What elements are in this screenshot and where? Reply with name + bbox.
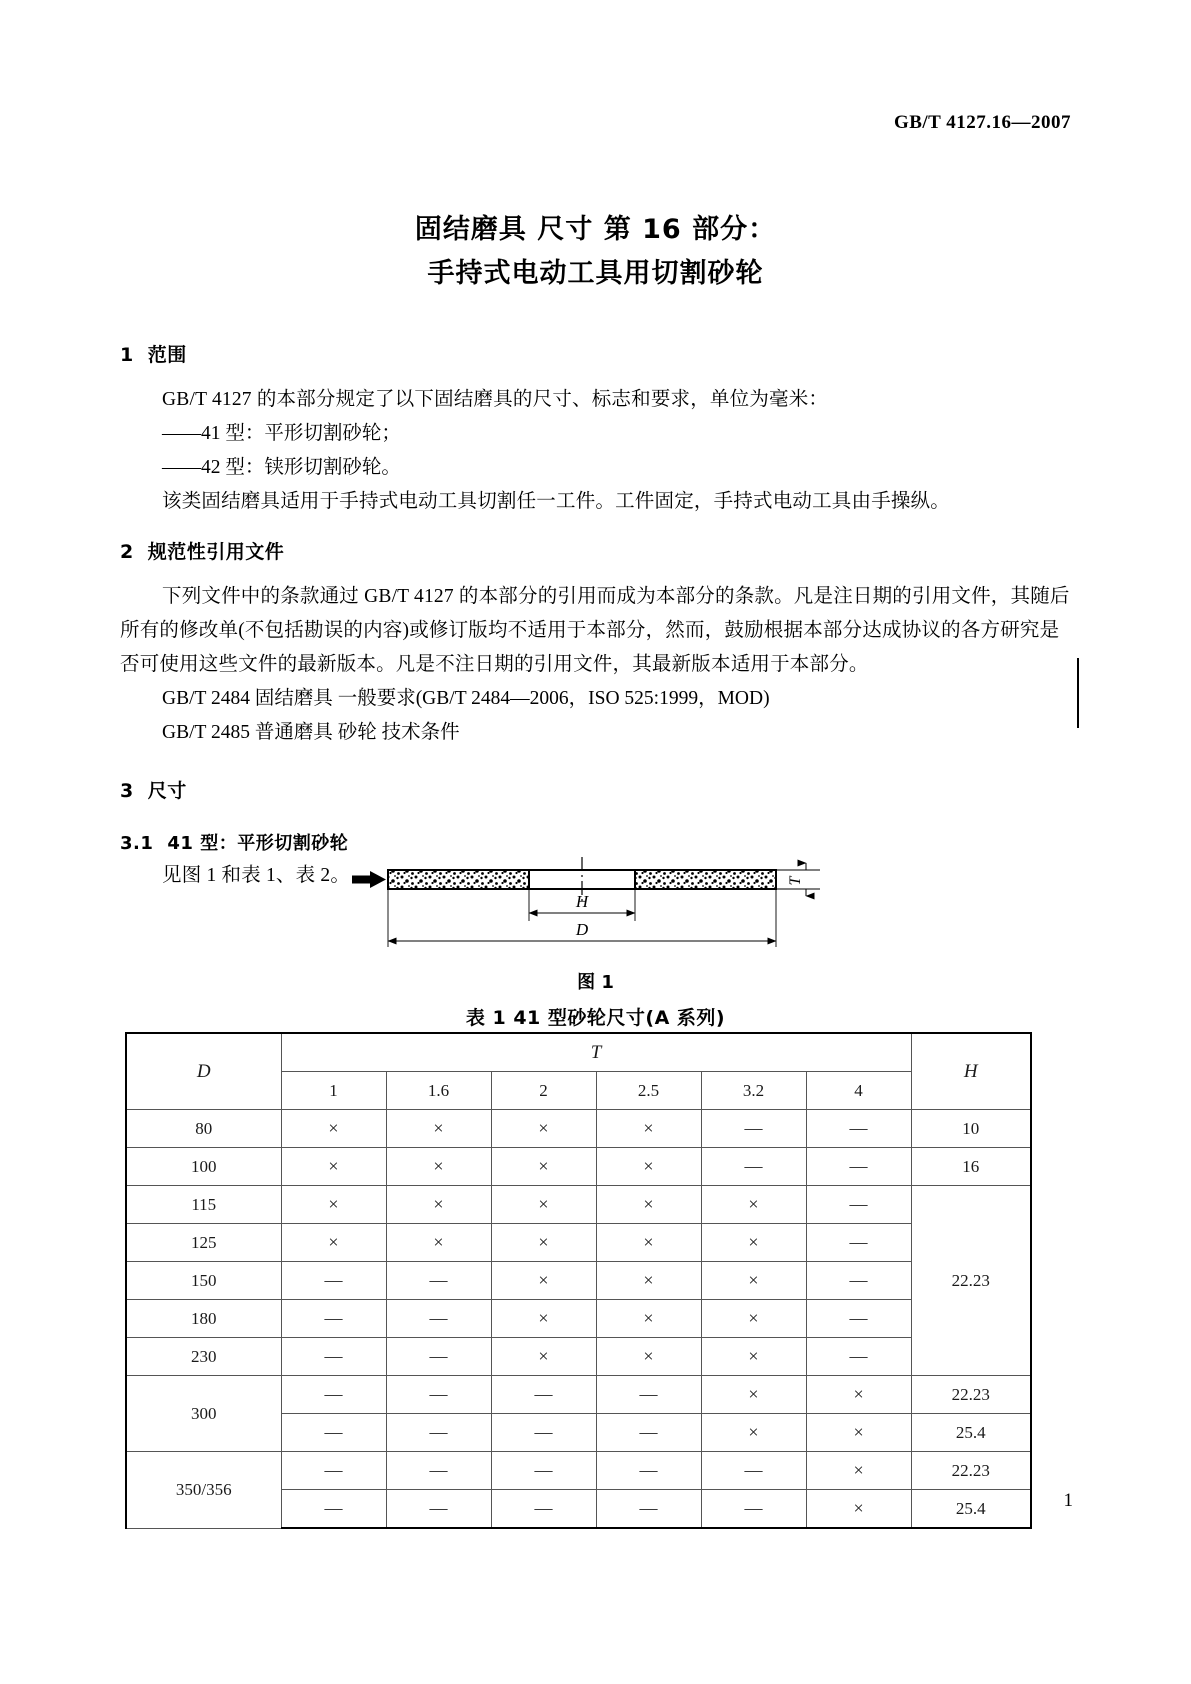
cell-t: × [386,1186,491,1224]
reference-gbt-2485: GB/T 2485 普通磨具 砂轮 技术条件 [162,722,460,743]
table-row [126,1338,1031,1376]
table-row [126,1224,1031,1262]
table-header-row-1 [126,1033,1031,1072]
page-number: 1 [1063,1490,1073,1511]
cell-t: — [491,1414,596,1452]
cell-t: × [701,1300,806,1338]
change-bar [1077,658,1079,728]
header-cell-T-3.2: 3.2 [701,1072,806,1110]
cell-h: 25.4 [911,1490,1031,1529]
cell-t: × [596,1110,701,1148]
table-row [126,1300,1031,1338]
table-1-caption: 表 1 41 型砂轮尺寸(A 系列) [465,1007,726,1029]
title-line-2: 手持式电动工具用切割砂轮 [427,258,764,289]
cell-t: × [386,1110,491,1148]
cell-t: × [491,1148,596,1186]
cell-t: — [386,1376,491,1414]
cell-t: — [701,1490,806,1529]
table-1-wrapper [125,1032,990,1529]
cell-d: 80 [126,1110,281,1148]
cell-t: — [596,1490,701,1529]
t-dimension-label: T [787,876,804,886]
cell-h-merged: 22.23 [911,1186,1031,1376]
document-body [120,340,1072,893]
standard-code-header: GB/T 4127.16—2007 [893,112,1071,133]
section-2-number: 2 [120,541,134,563]
section-1-paragraph-1: GB/T 4127 的本部分规定了以下固结磨具的尺寸、标志和要求，单位为毫米： [162,389,829,410]
cell-t: — [596,1414,701,1452]
section-1-heading [120,340,1072,367]
cell-h: 25.4 [911,1414,1031,1452]
table-row [126,1452,1031,1490]
section-3-1-paragraph: 见图 1 和表 1、表 2。 [162,865,351,886]
section-1-number: 1 [120,344,134,366]
cell-t: — [806,1262,911,1300]
h-dimension-label: H [575,892,589,911]
cell-t: × [806,1452,911,1490]
cell-t: — [386,1338,491,1376]
cell-d: 230 [126,1338,281,1376]
cell-t: — [386,1300,491,1338]
section-2-title: 规范性引用文件 [147,541,285,563]
cell-t: × [806,1376,911,1414]
section-3-title: 尺寸 [147,780,187,802]
cell-t: — [491,1376,596,1414]
cell-t: × [386,1148,491,1186]
cell-t: — [386,1414,491,1452]
cell-h: 10 [911,1110,1031,1148]
title-line-1: 固结磨具 尺寸 第 16 部分： [414,214,777,245]
header-cell-T-2.5: 2.5 [596,1072,701,1110]
section-3-1-number: 3.1 [120,833,154,854]
cell-d: 100 [126,1148,281,1186]
cell-d-merged: 300 [126,1376,281,1452]
section-3-1-heading [120,829,1072,855]
cell-t: — [806,1338,911,1376]
cell-t: × [491,1300,596,1338]
cell-t: × [281,1186,386,1224]
header-cell-T: T [281,1033,911,1072]
table-row [126,1186,1031,1224]
cell-t: — [281,1262,386,1300]
header-cell-H: H [911,1033,1031,1110]
table-row [126,1262,1031,1300]
table-1-body [126,1110,1031,1529]
header-cell-T-4: 4 [806,1072,911,1110]
cell-d: 150 [126,1262,281,1300]
section-2-heading [120,537,1072,564]
cell-t: — [806,1186,911,1224]
cell-t: — [596,1376,701,1414]
cell-t: × [491,1262,596,1300]
cell-t: — [806,1148,911,1186]
page-title [0,208,1191,296]
cell-t: × [491,1224,596,1262]
cell-t: × [281,1148,386,1186]
cell-d: 125 [126,1224,281,1262]
cell-t: × [596,1148,701,1186]
cell-t: × [701,1224,806,1262]
cell-t: — [701,1110,806,1148]
cell-t: — [281,1414,386,1452]
table-1-dimensions [125,1032,1032,1529]
cell-h: 16 [911,1148,1031,1186]
cell-t: — [386,1452,491,1490]
cell-t: × [281,1110,386,1148]
cell-t: × [596,1300,701,1338]
cell-t: × [491,1338,596,1376]
cell-t: — [386,1262,491,1300]
cell-t: × [596,1224,701,1262]
cell-t: × [701,1186,806,1224]
cell-t: × [596,1186,701,1224]
table-1-head [126,1033,1031,1110]
section-3-number: 3 [120,780,134,802]
cell-t: — [806,1224,911,1262]
grinding-wheel-cross-section-svg [120,855,1072,975]
section-3-1-title: 41 型：平形切割砂轮 [167,833,349,854]
cell-t: — [386,1490,491,1529]
reference-gbt-2484: GB/T 2484 固结磨具 一般要求(GB/T 2484—2006，ISO 525:1999，MOD) [162,688,770,709]
cell-h: 22.23 [911,1376,1031,1414]
cell-t: × [806,1414,911,1452]
cell-t: — [281,1452,386,1490]
cell-t: × [701,1376,806,1414]
cell-t: × [701,1262,806,1300]
header-cell-T-1.6: 1.6 [386,1072,491,1110]
cell-t: × [701,1338,806,1376]
section-3-heading [120,776,1072,803]
cell-t: — [701,1148,806,1186]
cell-d-merged: 350/356 [126,1452,281,1529]
table-row [126,1110,1031,1148]
cell-t: × [596,1262,701,1300]
pointer-arrow-icon [352,871,386,888]
cell-t: × [491,1186,596,1224]
cell-t: — [491,1452,596,1490]
cell-t: × [386,1224,491,1262]
cell-t: — [281,1490,386,1529]
cell-t: — [701,1452,806,1490]
section-1-list-item-42: ——42 型：铗形切割砂轮。 [162,457,401,478]
figure-1-caption: 图 1 [577,972,614,993]
cell-t: — [281,1376,386,1414]
cell-t: — [491,1490,596,1529]
header-cell-T-2: 2 [491,1072,596,1110]
cell-t: — [806,1110,911,1148]
cell-d: 115 [126,1186,281,1224]
figure-1-drawing [120,855,1072,975]
cell-t: × [701,1414,806,1452]
table-row [126,1148,1031,1186]
cell-d: 180 [126,1300,281,1338]
cell-t: — [281,1300,386,1338]
section-1-title: 范围 [147,344,187,366]
cell-t: — [281,1338,386,1376]
cell-t: × [596,1338,701,1376]
header-cell-D: D [126,1033,281,1110]
cell-t: × [491,1110,596,1148]
cell-h: 22.23 [911,1452,1031,1490]
section-1-paragraph-2: 该类固结磨具适用于手持式电动工具切割任一工件。工件固定，手持式电动工具由手操纵。 [162,491,951,512]
cell-t: — [596,1452,701,1490]
header-cell-T-1: 1 [281,1072,386,1110]
cell-t: — [806,1300,911,1338]
cell-t: × [806,1490,911,1529]
d-dimension-label: D [575,920,589,939]
section-2-paragraph-1: 下列文件中的条款通过 GB/T 4127 的本部分的引用而成为本部分的条款。凡是注日期的引用文件，其随后所有的修改单(不包括勘误的内容)或修订版均不适用于本部分，然而，鼓励根据本部分达成协议的各方研究是否可使用这些文件的最新版本。凡是不注日期的引用文件，其最新版本适用于本部分。 [120,586,1070,675]
cell-t: × [281,1224,386,1262]
table-row [126,1376,1031,1414]
section-1-list-item-41: ——41 型：平形切割砂轮； [162,423,401,444]
